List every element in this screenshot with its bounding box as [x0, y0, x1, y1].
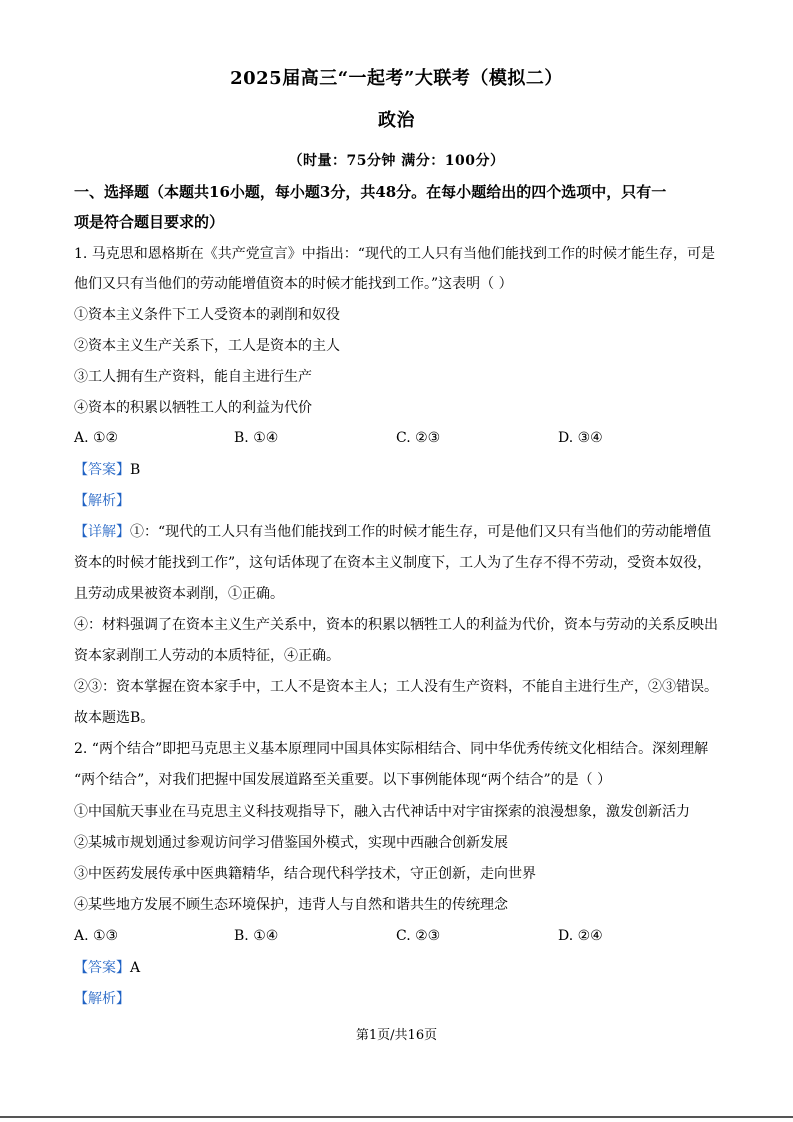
q1-item-4: ④资本的积累以牺牲工人的利益为代价	[74, 400, 312, 416]
q1-answer: B	[130, 462, 141, 478]
q1-detail-line5: 资本家剥削工人劳动的本质特征，④正确。	[74, 648, 340, 664]
q1-item-2: ②资本主义生产关系下，工人是资本的主人	[74, 338, 340, 354]
q1-item-3: ③工人拥有生产资料，能自主进行生产	[74, 369, 312, 385]
bottom-divider	[0, 1116, 793, 1118]
q2-stem-line1: 2. “两个结合”即把马克思主义基本原理同中国具体实际相结合、同中华优秀传统文化相结合。深刻理解	[74, 741, 709, 757]
q1-item-1: ①资本主义条件下工人受资本的剥削和奴役	[74, 307, 340, 323]
page-number: 第1页/共16页	[355, 1028, 438, 1043]
q1-stem-line2: 他们又只有当他们的劳动能增值资本的时候才能找到工作。”这表明（ ）	[74, 276, 513, 292]
q2-option-d: D. ②④	[558, 928, 603, 944]
q1-detail-line6: ②③：资本掌握在资本家手中，工人不是资本主人；工人没有生产资料，不能自主进行生产，②③错误。	[74, 679, 718, 695]
q1-detail-line3: 且劳动成果被资本剥削，①正确。	[74, 586, 284, 602]
q2-item-1: ①中国航天事业在马克思主义科技观指导下，融入古代神话中对宇宙探索的浪漫想象，激发创新活力	[74, 804, 690, 820]
detail-tag: 【详解】	[74, 524, 130, 540]
q1-detail-text1: ①：“现代的工人只有当他们能找到工作的时候才能生存，可是他们又只有当他们的劳动能增值	[130, 524, 712, 540]
q1-option-d: D. ③④	[558, 430, 603, 446]
q2-option-b: B. ①④	[234, 928, 279, 944]
q1-detail-line7: 故本题选B。	[74, 710, 155, 726]
q1-detail-line2: 资本的时候才能找到工作”，这句话体现了在资本主义制度下，工人为了生存不得不劳动，受资本奴役，	[74, 555, 712, 571]
q1-answer-row	[74, 460, 727, 480]
q2-item-3: ③中医药发展传承中医典籍精华，结合现代科学技术，守正创新，走向世界	[74, 866, 536, 882]
q2-option-c: C. ②③	[396, 928, 441, 944]
q2-option-a: A. ①③	[74, 928, 119, 944]
q1-detail-line1	[74, 522, 727, 542]
q1-option-a: A. ①②	[74, 430, 119, 446]
q2-stem-line2: “两个结合”，对我们把握中国发展道路至关重要。以下事例能体现“两个结合”的是（ ）	[74, 772, 612, 788]
q1-analysis-tag: 【解析】	[74, 493, 130, 509]
answer-tag: 【答案】	[74, 960, 130, 976]
q1-detail-line4: ④：材料强调了在资本主义生产关系中，资本的积累以牺牲工人的利益为代价，资本与劳动的关系反映出	[74, 617, 718, 633]
q2-item-2: ②某城市规划通过参观访问学习借鉴国外模式，实现中西融合创新发展	[74, 835, 508, 851]
section-heading-line2: 项是符合题目要求的）	[74, 213, 225, 231]
time-info: （时量：75分钟 满分：100分）	[288, 153, 505, 169]
q2-answer-row	[74, 958, 727, 978]
answer-tag: 【答案】	[74, 462, 130, 478]
q2-item-4: ④某些地方发展不顾生态环境保护，违背人与自然和谐共生的传统理念	[74, 897, 508, 913]
q2-analysis-tag: 【解析】	[74, 991, 130, 1007]
q1-option-b: B. ①④	[234, 430, 279, 446]
section-heading-line1: 一、选择题（本题共16小题，每小题3分，共48分。在每小题给出的四个选项中，只有一	[74, 183, 667, 201]
q2-answer: A	[130, 960, 141, 976]
q1-stem-line1: 1. 马克思和恩格斯在《共产党宣言》中指出：“现代的工人只有当他们能找到工作的时候才能生存，可是	[74, 246, 715, 262]
q1-option-c: C. ②③	[396, 430, 441, 446]
exam-title: 2025届高三“一起考”大联考（模拟二）	[230, 68, 563, 89]
subject-title: 政治	[378, 110, 415, 131]
